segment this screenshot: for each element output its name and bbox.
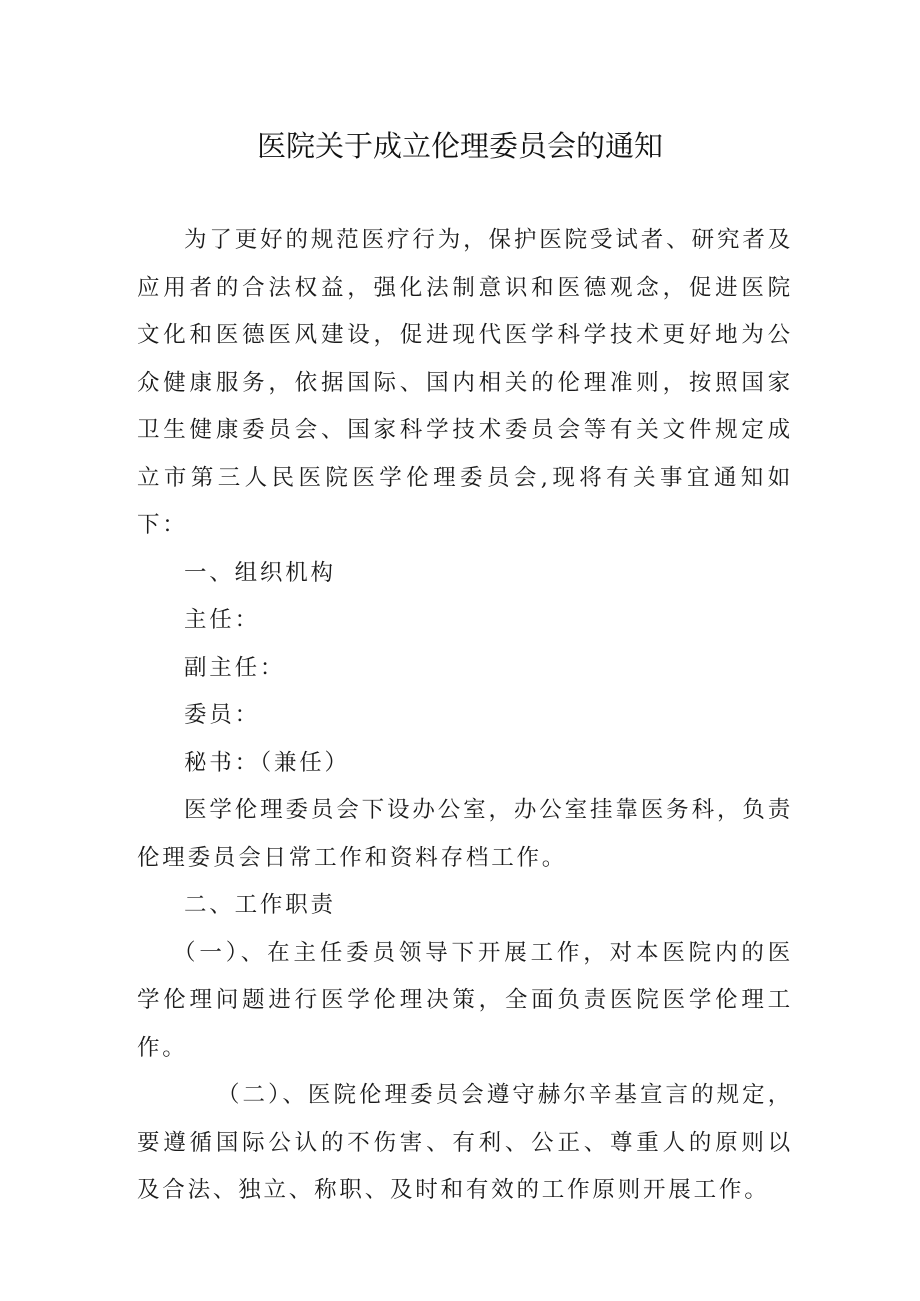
document-title: 医院关于成立伦理委员会的通知 xyxy=(256,129,663,163)
duty-item-1: （一）、在主任委员领导下开展工作，对本医院内的医学伦理问题进行医学伦理决策，全面负责医院医学伦理工作。 xyxy=(137,939,793,1061)
section1-heading: 一、组织机构 xyxy=(184,559,336,586)
section2-heading: 二、工作职责 xyxy=(184,892,336,918)
intro-paragraph: 为了更好的规范医疗行为，保护医院受试者、研究者及应用者的合法权益，强化法制意识和医德观念，促进医院文化和医德医风建设，促进现代医学科学技术更好地为公众健康服务，依据国际、国内相关的伦理准则，按照国家卫生健康委员会、国家科学技术委员会等有关文件规定成立市第三人民医院医学伦理委员会,现将有关事宜通知如下： xyxy=(137,227,793,538)
director-line: 主任： xyxy=(184,607,260,633)
duty-item-2: （二）、医院伦理委员会遵守赫尔辛基宣言的规定，要遵循国际公认的不伤害、有利、公正、尊重人的原则以及合法、独立、称职、及时和有效的工作原则开展工作。 xyxy=(137,1082,793,1203)
office-note-paragraph: 医学伦理委员会下设办公室，办公室挂靠医务科，负责伦理委员会日常工作和资料存档工作。 xyxy=(137,797,793,871)
document-body xyxy=(137,217,793,1215)
deputy-director-line: 副主任： xyxy=(184,654,286,681)
members-line: 委员： xyxy=(184,702,260,728)
secretary-line: 秘书：（兼任） xyxy=(184,749,350,776)
